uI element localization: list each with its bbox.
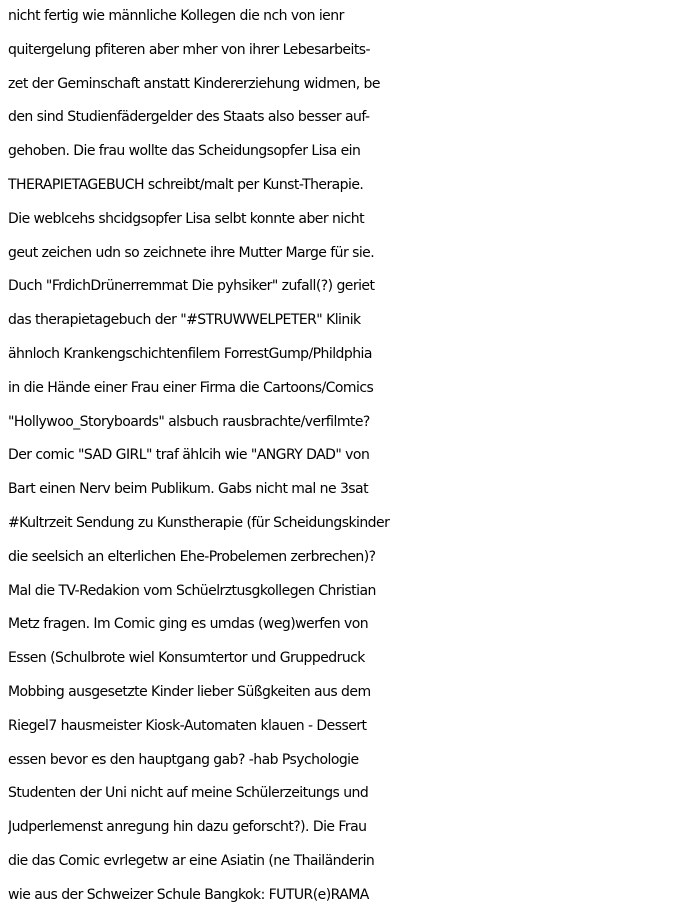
text-line: die das Comic evrlegetw ar eine Asiatin (ne Thailänderin bbox=[8, 852, 375, 869]
text-line: Die weblcehs shcidgsopfer Lisa selbt konnte aber nicht bbox=[8, 210, 365, 227]
text-line: Studenten der Uni nicht auf meine Schülerzeitungs und bbox=[8, 785, 369, 802]
text-line: Mobbing ausgesetzte Kinder lieber Süßgkeiten aus dem bbox=[8, 683, 371, 700]
text-line: Bart einen Nerv beim Publikum. Gabs nicht mal ne 3sat bbox=[8, 481, 369, 498]
text-line: "Hollywoo_Storyboards" alsbuch rausbrachte/verfilmte? bbox=[8, 413, 370, 430]
text-line: gehoben. Die frau wollte das Scheidungsopfer Lisa ein bbox=[8, 143, 361, 160]
text-line: quitergelung pfiteren aber mher von ihrer Lebesarbeits- bbox=[8, 41, 371, 58]
text-line: Metz fragen. Im Comic ging es umdas (weg)werfen von bbox=[8, 616, 369, 633]
text-line: #Kultrzeit Sendung zu Kunstherapie (für Scheidungskinder bbox=[8, 514, 390, 531]
text-line: Judperlemenst anregung hin dazu geforscht?). Die Frau bbox=[8, 819, 367, 836]
text-line: essen bevor es den hauptgang gab? -hab Psychologie bbox=[8, 751, 359, 768]
text-line: den sind Studienfädergelder des Staats also besser auf- bbox=[8, 109, 370, 126]
text-line: das therapietagebuch der "#STRUWWELPETER" Klinik bbox=[8, 312, 361, 329]
text-line: Mal die TV-Redakion vom Schüelrztusgkollegen Christian bbox=[8, 582, 376, 599]
text-line: zet der Geminschaft anstatt Kindererziehung widmen, be bbox=[8, 75, 380, 92]
text-line: wie aus der Schweizer Schule Bangkok: FUTUR(e)RAMA bbox=[8, 886, 369, 903]
text-line: Der comic "SAD GIRL" traf ählcih wie "ANGRY DAD" von bbox=[8, 447, 370, 464]
text-line: in die Hände einer Frau einer Firma die Cartoons/Comics bbox=[8, 379, 374, 396]
text-line: Essen (Schulbrote wiel Konsumtertor und Gruppedruck bbox=[8, 650, 365, 667]
text-line: die seelsich an elterlichen Ehe-Probelemen zerbrechen)? bbox=[8, 548, 376, 565]
text-line: geut zeichen udn so zeichnete ihre Mutter Marge für sie. bbox=[8, 244, 375, 261]
text-line: Riegel7 hausmeister Kiosk-Automaten klauen - Dessert bbox=[8, 717, 367, 734]
document-text-block bbox=[8, 0, 684, 920]
text-line: nicht fertig wie männliche Kollegen die nch von ienr bbox=[8, 8, 344, 24]
text-line: THERAPIETAGEBUCH schreibt/malt per Kunst-Therapie. bbox=[8, 176, 364, 193]
text-line: ähnloch Krankengschichtenfilem ForrestGump/Phildphia bbox=[8, 345, 372, 362]
text-line: Duch "FrdichDrünerremmat Die pyhsiker" zufall(?) geriet bbox=[8, 278, 375, 295]
